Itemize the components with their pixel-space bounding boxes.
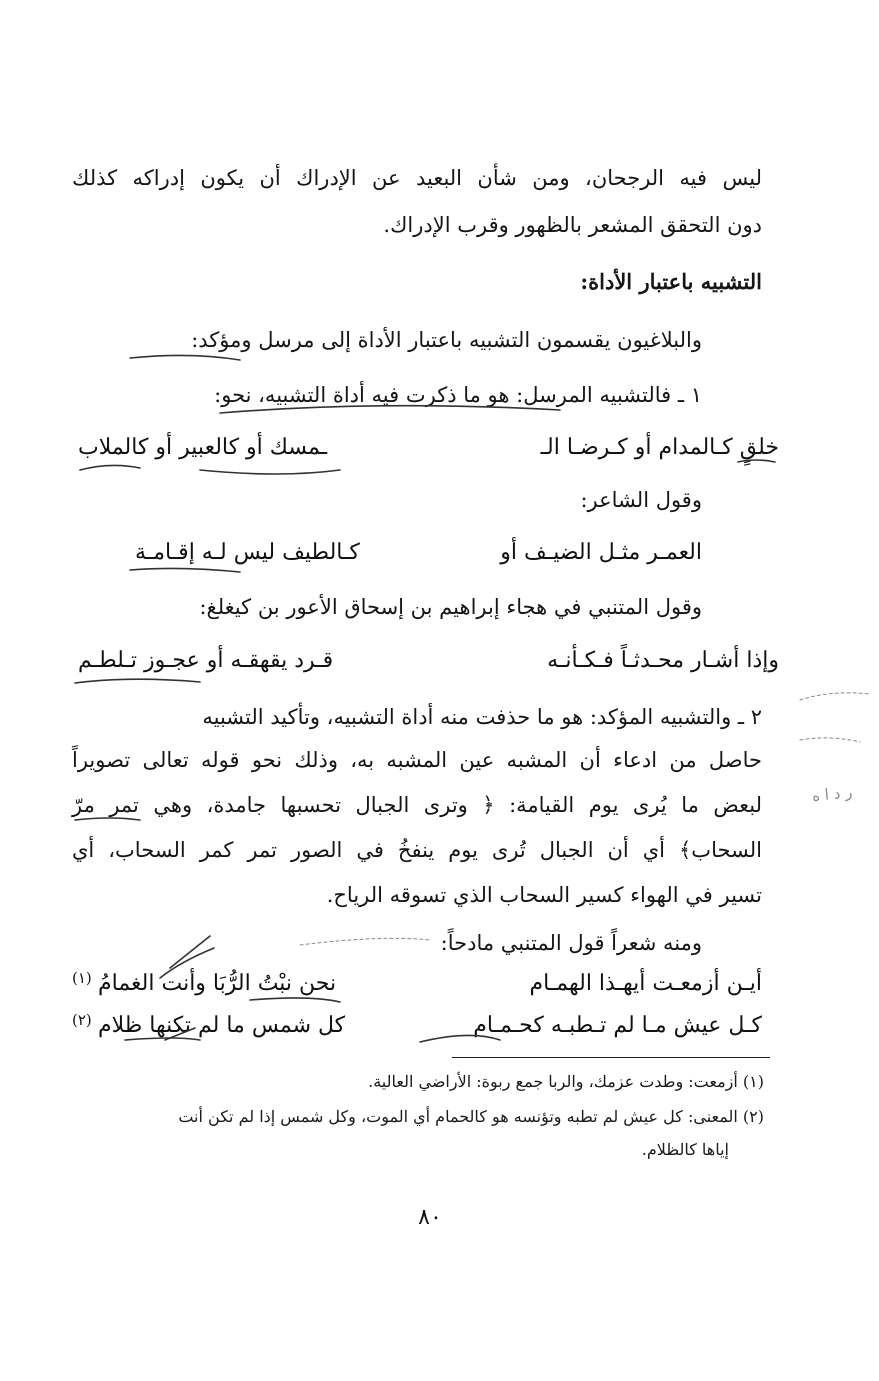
body-line-5: وقول الشاعر: <box>580 488 702 512</box>
body-line-2: دون التحقق المشعر بالظهور وقرب الإدراك. <box>383 213 762 237</box>
verse-4-hemistich-right: أيـن أزمعـت أيهـذا الهمـام <box>529 971 762 996</box>
verse-2-hemistich-left: كـالطيف ليس لـه إقـامـة <box>135 540 360 565</box>
section-heading: التشبيه باعتبار الأداة: <box>580 269 762 294</box>
body-line-10: السحاب﴾ أي أن الجبال تُرى يوم ينفخُ في الصور تمر كمر السحاب، أي <box>72 838 762 862</box>
verse-5-hemistich-right: كـل عيش مـا لم تـطبـه كحـمـام <box>473 1013 762 1038</box>
body-line-12: ومنه شعراً قول المتنبي مادحاً: <box>440 931 702 955</box>
verse-1-hemistich-right: خلقٍ كـالمدام أو كـرضـا الـ <box>540 435 779 460</box>
body-line-7: ٢ ـ والتشبيه المؤكد: هو ما حذفت منه أداة التشبيه، وتأكيد التشبيه <box>202 705 762 729</box>
footnote-2-line-1: (٢) المعنى: كل عيش لم تطبه وتؤنسه هو كالحمام أي الموت، وكل شمس إذا لم تكن أنت <box>178 1107 764 1126</box>
verse-4-hemistich-left: نحن نبْتُ الرُّبَا وأنت الغمامُ <box>98 971 337 996</box>
footnote-marker-1: (١) <box>72 969 92 987</box>
body-line-1: ليس فيه الرجحان، ومن شأن البعيد عن الإدراك أن يكون إدراكه كذلك <box>72 166 762 190</box>
body-line-9: لبعض ما يُرى يوم القيامة: ﴿ وترى الجبال تحسبها جامدة، وهي تمر مرّ <box>72 793 762 817</box>
verse-2-hemistich-right: العمـر مثـل الضيـف أو <box>500 540 702 565</box>
margin-pencil-note: ر د ا ه <box>811 782 854 806</box>
verse-3-hemistich-left: قـرد يقهقـه أو عجـوز تـلطـم <box>78 648 334 673</box>
body-line-6: وقول المتنبي في هجاء إبراهيم بن إسحاق الأعور بن كيغلغ: <box>199 595 702 619</box>
verse-5-hemistich-left: كل شمس ما لم تكنها ظلام <box>98 1013 346 1038</box>
body-line-4: ١ ـ فالتشبيه المرسل: هو ما ذكرت فيه أداة التشبيه، نحو: <box>214 383 702 407</box>
body-line-3: والبلاغيون يقسمون التشبيه باعتبار الأداة إلى مرسل ومؤكد: <box>191 328 702 352</box>
footnote-separator <box>452 1057 770 1058</box>
footnote-marker-2: (٢) <box>72 1011 92 1029</box>
footnote-1: (١) أزمعت: وطدت عزمك، والربا جمع ربوة: الأراضي العالية. <box>368 1072 764 1091</box>
page-number: ٨٠ <box>418 1205 442 1230</box>
body-line-11: تسير في الهواء كسير السحاب الذي تسوقه الرياح. <box>326 883 762 907</box>
verse-3-hemistich-right: وإذا أشـار محـدثـاً فـكـأنـه <box>547 648 779 673</box>
body-line-8: حاصل من ادعاء أن المشبه عين المشبه به، وذلك نحو قوله تعالى تصويراً <box>72 748 762 772</box>
footnote-2-line-2: إياها كالظلام. <box>641 1140 729 1159</box>
verse-1-hemistich-left: ـمسك أو كالعبير أو كالملاب <box>78 435 328 460</box>
